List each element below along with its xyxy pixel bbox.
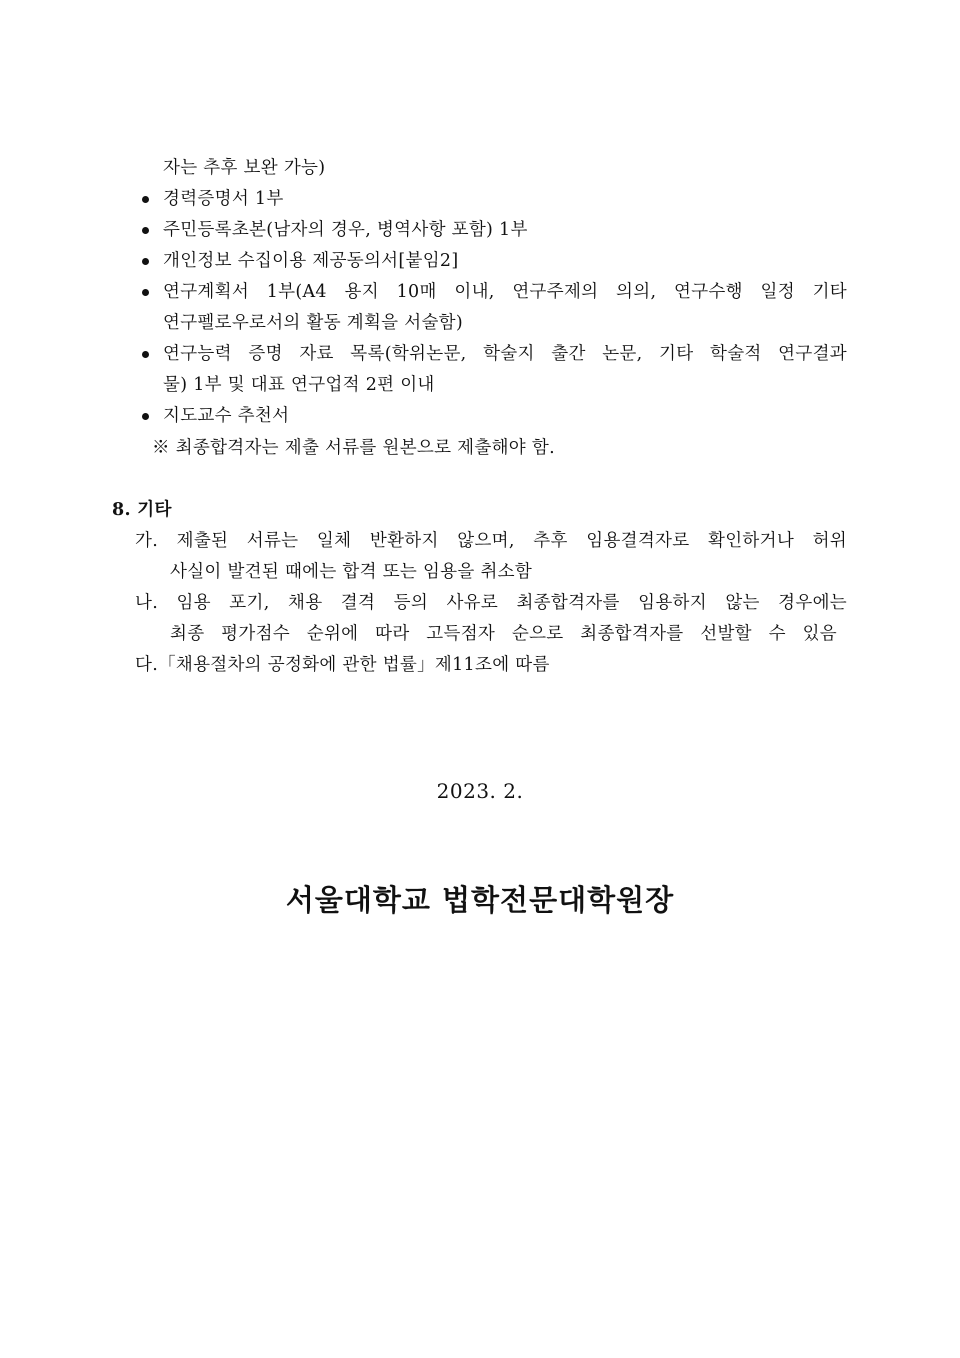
continuation-line: 자는 추후 보완 가능) <box>163 158 326 178</box>
bullet-icon <box>142 413 149 420</box>
submission-note: ※ 최종합격자는 제출 서류를 원본으로 제출해야 함. <box>152 438 555 458</box>
document-item-text: 연구펠로우로서의 활동 계획을 서술함) <box>163 313 463 333</box>
document-item-text: 연구계획서 1부(A4 용지 10매 이내, 연구주제의 의의, 연구수행 일정 기타 <box>163 282 847 302</box>
document-item-text: 개인정보 수집이용 제공동의서[붙임2] <box>163 251 459 271</box>
section-item-text: 다.「채용절차의 공정화에 관한 법률」제11조에 따름 <box>135 655 550 675</box>
document-date: 2023. 2. <box>436 779 524 803</box>
bullet-icon <box>142 351 149 358</box>
section-heading: 8. 기타 <box>112 500 172 520</box>
document-item-text: 경력증명서 1부 <box>163 189 284 209</box>
document-item-text: 연구능력 증명 자료 목록(학위논문, 학술지 출간 논문, 기타 학술적 연구결과 <box>163 344 847 364</box>
section-item-text: 나. 임용 포기, 채용 결격 등의 사유로 최종합격자를 임용하지 않는 경우에는 <box>135 593 847 613</box>
bullet-icon <box>142 227 149 234</box>
document-item-text: 물) 1부 및 대표 연구업적 2편 이내 <box>163 375 435 395</box>
issuer-signature: 서울대학교 법학전문대학원장 <box>285 883 675 917</box>
document-item-text: 지도교수 추천서 <box>163 406 290 426</box>
section-item-text: 최종 평가점수 순위에 따라 고득점자 순으로 최종합격자를 선발할 수 있음 <box>170 624 837 644</box>
section-item-text: 가. 제출된 서류는 일체 반환하지 않으며, 추후 임용결격자로 확인하거나 허위 <box>135 531 847 551</box>
bullet-icon <box>142 289 149 296</box>
bullet-icon <box>142 196 149 203</box>
bullet-icon <box>142 258 149 265</box>
document-item-text: 주민등록초본(남자의 경우, 병역사항 포함) 1부 <box>163 220 528 240</box>
section-item-text: 사실이 발견된 때에는 합격 또는 임용을 취소함 <box>170 562 533 582</box>
